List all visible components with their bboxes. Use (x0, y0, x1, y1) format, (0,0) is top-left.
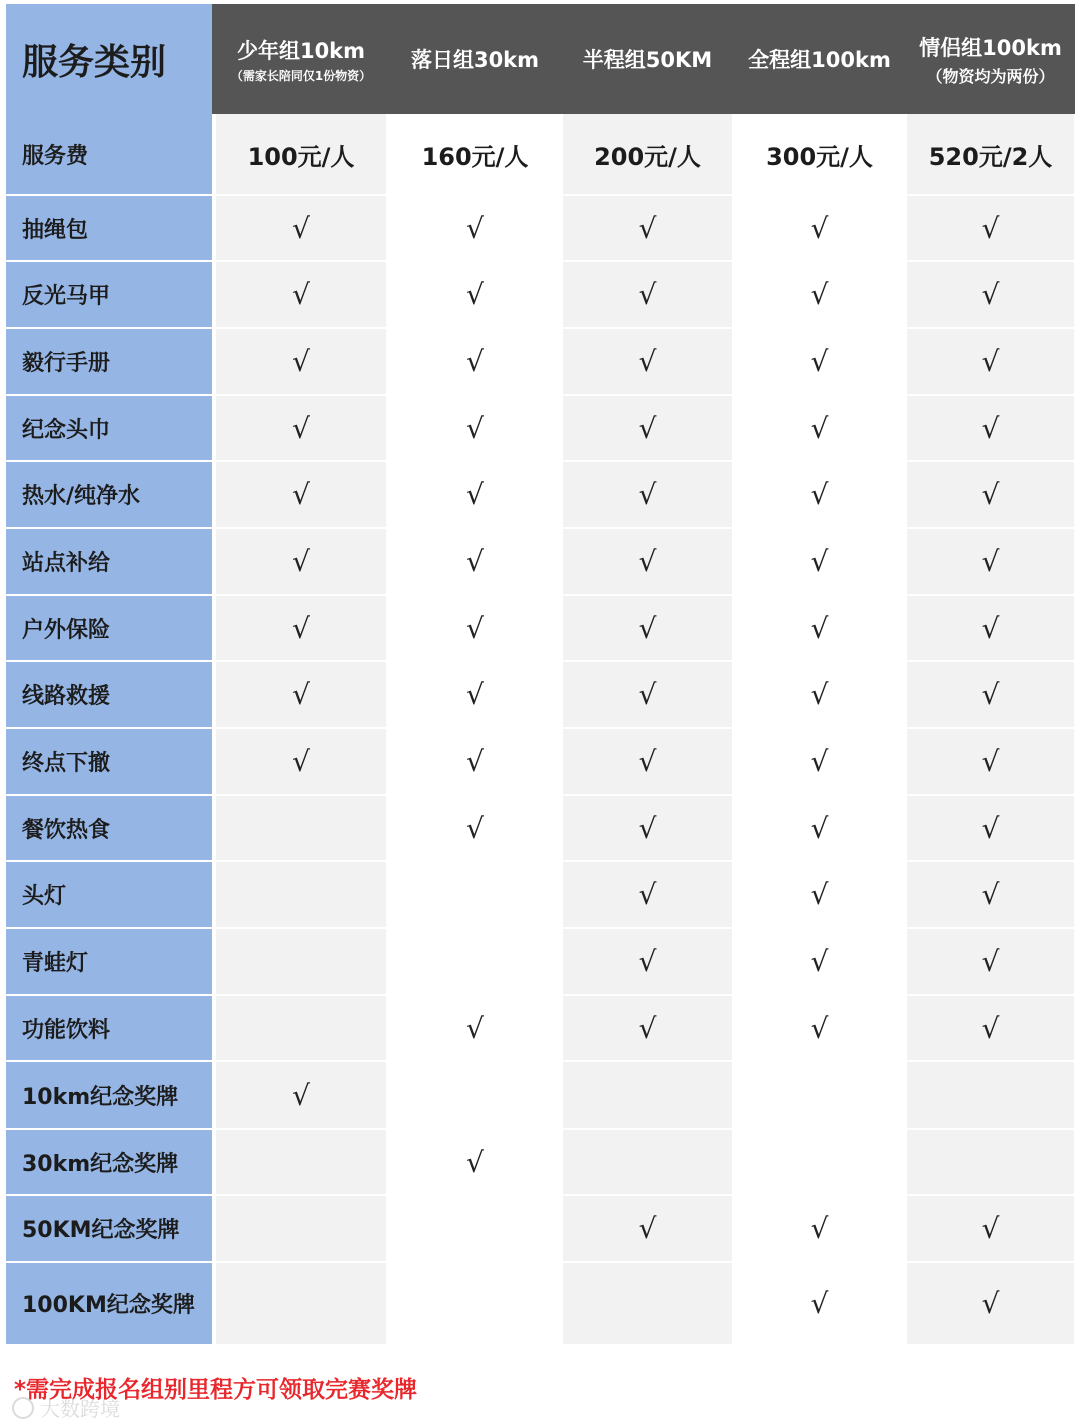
row-label-text: 抽绳包 (22, 217, 89, 243)
item-cell (563, 196, 732, 260)
header-group-title: 情侣组100km (919, 35, 1062, 60)
check-mark-icon: √ (638, 611, 657, 645)
check-mark-icon: √ (981, 545, 1000, 578)
check-mark-icon: √ (981, 611, 1000, 645)
item-cell (216, 1263, 386, 1344)
item-cell (216, 996, 386, 1060)
item-cell (216, 596, 386, 660)
check-mark-icon: √ (466, 478, 484, 511)
price-cell (734, 114, 905, 194)
item-cell (907, 329, 1074, 394)
watermark-text: 大数跨境 (40, 1397, 120, 1421)
row-label-item (6, 1196, 212, 1261)
item-cell (389, 196, 561, 260)
price-cell (389, 114, 561, 194)
header-group-title: 半程组50KM (582, 48, 713, 72)
item-cell (563, 1062, 732, 1128)
check-mark-icon: √ (981, 811, 1000, 845)
header-category-cell (6, 4, 212, 114)
check-mark-icon: √ (810, 278, 829, 311)
item-cell (734, 596, 905, 660)
check-mark-icon: √ (292, 278, 310, 311)
check-mark-icon: √ (466, 345, 484, 378)
check-mark-icon: √ (981, 745, 1000, 778)
row-label-item (6, 462, 212, 527)
item-cell (907, 262, 1074, 327)
item-cell (389, 596, 561, 660)
check-mark-icon: √ (810, 545, 829, 578)
item-cell (734, 1130, 905, 1194)
row-label-item (6, 862, 212, 927)
item-cell (216, 1062, 386, 1128)
check-mark-icon: √ (466, 545, 484, 578)
check-mark-icon: √ (466, 811, 484, 845)
header-group-3 (563, 4, 732, 114)
check-mark-icon: √ (981, 278, 1000, 311)
row-label-text: 功能饮料 (22, 1017, 111, 1043)
item-cell (907, 929, 1074, 994)
check-mark-icon: √ (292, 545, 310, 578)
check-mark-icon: √ (638, 211, 657, 245)
item-cell (563, 1263, 732, 1344)
medal-footnote: *需完成报名组别里程方可领取完赛奖牌 (14, 1377, 418, 1403)
item-cell (216, 796, 386, 860)
check-mark-icon: √ (810, 211, 829, 245)
check-mark-icon: √ (638, 678, 657, 711)
header-group-4 (734, 4, 905, 114)
row-label-text: 线路救援 (22, 684, 111, 709)
item-cell (734, 796, 905, 860)
item-cell (389, 262, 561, 327)
item-cell (563, 929, 732, 994)
check-mark-icon: √ (466, 1011, 484, 1045)
row-label-item (6, 996, 212, 1060)
item-cell (216, 662, 386, 727)
check-mark-icon: √ (466, 211, 484, 245)
item-cell (563, 662, 732, 727)
header-group-subtitle: （物资均为两份） (926, 66, 1055, 86)
item-cell (216, 262, 386, 327)
row-label-item (6, 396, 212, 460)
item-cell (563, 396, 732, 460)
item-cell (563, 729, 732, 794)
header-category-title: 服务类别 (22, 41, 167, 83)
item-cell (389, 662, 561, 727)
item-cell (216, 529, 386, 594)
check-mark-icon: √ (810, 878, 829, 911)
item-cell (216, 396, 386, 460)
item-cell (734, 396, 905, 460)
item-cell (389, 929, 561, 994)
row-label-item (6, 796, 212, 860)
row-label-item (6, 196, 212, 260)
row-label-text: 户外保险 (22, 617, 111, 643)
item-cell (216, 729, 386, 794)
item-cell (389, 1263, 561, 1344)
check-mark-icon: √ (638, 878, 657, 911)
item-cell (734, 329, 905, 394)
row-label-text: 50KM纪念奖牌 (22, 1218, 180, 1243)
item-cell (389, 329, 561, 394)
header-group-subtitle: （需家长陪同仅1份物资） (230, 68, 372, 83)
item-cell (907, 529, 1074, 594)
item-cell (734, 262, 905, 327)
item-cell (563, 996, 732, 1060)
check-mark-icon: √ (810, 478, 829, 511)
check-mark-icon: √ (638, 411, 657, 445)
check-mark-icon: √ (981, 878, 1000, 911)
item-cell (216, 196, 386, 260)
check-mark-icon: √ (466, 745, 484, 778)
price-value: 520元/2人 (928, 142, 1053, 171)
check-mark-icon: √ (810, 811, 829, 845)
row-label-text: 站点补给 (22, 551, 111, 576)
watermark (12, 1393, 120, 1422)
item-cell (907, 996, 1074, 1060)
check-mark-icon: √ (810, 345, 829, 378)
item-cell (907, 862, 1074, 927)
item-cell (563, 1196, 732, 1261)
item-cell (216, 862, 386, 927)
price-value: 160元/人 (421, 142, 529, 171)
item-cell (907, 796, 1074, 860)
row-label-text: 10km纪念奖牌 (22, 1084, 179, 1110)
check-mark-icon: √ (981, 478, 1000, 511)
check-mark-icon: √ (466, 411, 484, 445)
price-cell (216, 114, 386, 194)
item-cell (389, 529, 561, 594)
item-cell (907, 462, 1074, 527)
check-mark-icon: √ (981, 211, 1000, 245)
item-cell (734, 529, 905, 594)
item-cell (734, 462, 905, 527)
check-mark-icon: √ (638, 1212, 657, 1245)
item-cell (563, 862, 732, 927)
row-label-fee (6, 114, 212, 194)
check-mark-icon: √ (638, 545, 657, 578)
check-mark-icon: √ (981, 345, 1000, 378)
header-group-title: 落日组30km (410, 48, 540, 72)
check-mark-icon: √ (981, 411, 1000, 445)
check-mark-icon: √ (810, 945, 829, 978)
item-cell (389, 396, 561, 460)
check-mark-icon: √ (292, 1078, 310, 1112)
item-cell (563, 529, 732, 594)
check-mark-icon: √ (810, 411, 829, 445)
item-cell (563, 462, 732, 527)
item-cell (389, 862, 561, 927)
item-cell (216, 1196, 386, 1261)
item-cell (734, 1263, 905, 1344)
row-label-item (6, 1263, 212, 1344)
item-cell (563, 1130, 732, 1194)
item-cell (907, 196, 1074, 260)
row-label-item (6, 662, 212, 727)
item-cell (734, 729, 905, 794)
check-mark-icon: √ (292, 678, 310, 711)
row-label-text: 30km纪念奖牌 (22, 1151, 179, 1177)
item-cell (734, 996, 905, 1060)
item-cell (216, 929, 386, 994)
row-label-item (6, 262, 212, 327)
item-cell (907, 1263, 1074, 1344)
item-cell (907, 1196, 1074, 1261)
price-value: 200元/人 (594, 142, 701, 171)
item-cell (389, 462, 561, 527)
check-mark-icon: √ (810, 745, 829, 778)
item-cell (907, 1062, 1074, 1128)
item-cell (734, 1062, 905, 1128)
row-label-item (6, 329, 212, 394)
row-label-text: 青蛙灯 (22, 951, 89, 976)
item-cell (907, 596, 1074, 660)
row-label-text: 热水/纯净水 (22, 484, 141, 509)
row-label-text: 毅行手册 (22, 351, 111, 376)
check-mark-icon: √ (466, 611, 484, 645)
check-mark-icon: √ (292, 611, 310, 645)
item-cell (216, 462, 386, 527)
check-mark-icon: √ (638, 811, 657, 845)
row-label-item (6, 1130, 212, 1194)
check-mark-icon: √ (638, 1011, 657, 1045)
item-cell (563, 596, 732, 660)
row-label-item (6, 929, 212, 994)
check-mark-icon: √ (810, 678, 829, 711)
item-cell (734, 662, 905, 727)
item-cell (907, 662, 1074, 727)
row-label-text: 服务费 (22, 143, 89, 169)
row-label-item (6, 1062, 212, 1128)
item-cell (907, 1130, 1074, 1194)
item-cell (563, 329, 732, 394)
row-label-item (6, 596, 212, 660)
item-cell (563, 262, 732, 327)
check-mark-icon: √ (466, 278, 484, 311)
check-mark-icon: √ (466, 678, 484, 711)
row-label-text: 餐饮热食 (22, 817, 111, 843)
price-value: 100元/人 (247, 142, 355, 171)
item-cell (734, 1196, 905, 1261)
row-label-text: 反光马甲 (22, 284, 111, 309)
item-cell (389, 1196, 561, 1261)
check-mark-icon: √ (981, 1011, 1000, 1045)
check-mark-icon: √ (981, 945, 1000, 978)
check-mark-icon: √ (638, 478, 657, 511)
header-group-title: 少年组10km (236, 38, 366, 63)
item-cell (907, 729, 1074, 794)
check-mark-icon: √ (292, 478, 310, 511)
check-mark-icon: √ (810, 1011, 829, 1045)
item-cell (389, 796, 561, 860)
check-mark-icon: √ (810, 1287, 829, 1320)
price-value: 300元/人 (766, 142, 873, 171)
check-mark-icon: √ (292, 411, 310, 445)
item-cell (563, 796, 732, 860)
row-label-item (6, 529, 212, 594)
item-cell (734, 929, 905, 994)
header-group-title: 全程组100km (748, 48, 891, 72)
check-mark-icon: √ (810, 611, 829, 645)
check-mark-icon: √ (292, 345, 310, 378)
row-label-item (6, 729, 212, 794)
item-cell (734, 196, 905, 260)
check-mark-icon: √ (292, 211, 310, 245)
row-label-text: 纪念头巾 (22, 417, 111, 443)
header-group-2 (389, 4, 561, 114)
watermark-logo-icon (12, 1397, 34, 1419)
check-mark-icon: √ (981, 678, 1000, 711)
price-cell (563, 114, 732, 194)
item-cell (389, 1062, 561, 1128)
item-cell (389, 1130, 561, 1194)
item-cell (389, 729, 561, 794)
item-cell (216, 329, 386, 394)
check-mark-icon: √ (638, 278, 657, 311)
item-cell (216, 1130, 386, 1194)
row-label-text: 100KM纪念奖牌 (22, 1293, 195, 1318)
check-mark-icon: √ (810, 1212, 829, 1245)
check-mark-icon: √ (638, 945, 657, 978)
check-mark-icon: √ (292, 745, 310, 778)
row-label-text: 头灯 (22, 884, 67, 909)
check-mark-icon: √ (981, 1287, 1000, 1320)
check-mark-icon: √ (981, 1212, 1000, 1245)
check-mark-icon: √ (638, 345, 657, 378)
header-group-1 (216, 4, 386, 114)
item-cell (734, 862, 905, 927)
price-cell (907, 114, 1074, 194)
check-mark-icon: √ (638, 745, 657, 778)
check-mark-icon: √ (466, 1145, 484, 1179)
row-label-text: 终点下撤 (22, 751, 111, 776)
item-cell (907, 396, 1074, 460)
item-cell (389, 996, 561, 1060)
header-group-5 (907, 4, 1074, 114)
